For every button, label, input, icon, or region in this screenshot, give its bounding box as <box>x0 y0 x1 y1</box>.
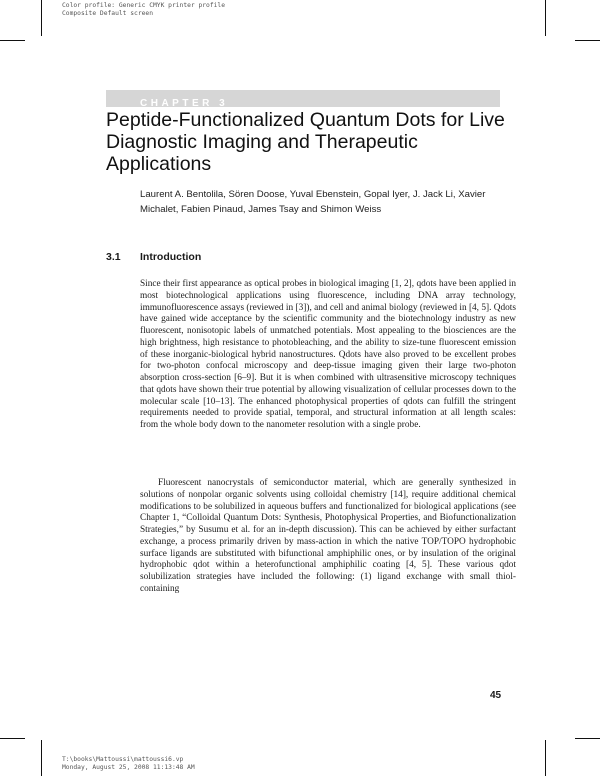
crop-mark <box>41 740 42 776</box>
author-list: Laurent A. Bentolila, Sören Doose, Yuval Ebenstein, Gopal Iyer, J. Jack Li, Xavier Michalet, Fabien Pinaud, James Tsay and Shimon Weiss <box>140 189 486 215</box>
section-number: 3.1 <box>106 251 121 263</box>
body-paragraph-2: Fluorescent nanocrystals of semiconductor material, which are generally synthesized in solutions of nonpolar organic solvents using colloidal chemistry [14], require additional chemical modifications to be solubilized in aqueous buffers and functionalized for biological applications (see Chapter 1, “Colloidal Quantum Dots: Synthesis, Photophysical Properties, and Biofunctionalization Strategies,” by Susumu et al. for an in-depth discussion). This can be achieved by either surfactant exchange, a process primarily driven by mass-action in which the native TOP/TOPO hydrophobic surface ligands are substituted with bifunctional amphiphilic ones, or by insulation of the original hydrophobic qdot within a heterofunctional amphiphilic coating [4, 5]. These various qdot solubilization strategies have included the following: (1) ligand exchange with small thiol-containing <box>140 478 516 594</box>
crop-mark <box>41 0 42 36</box>
body-paragraph-1: Since their first appearance as optical probes in biological imaging [1, 2], qdots have been applied in most biotechnological applications using fluorescence, including DNA array technology, immunofluorescence assays (reviewed in [3]), and cell and animal biology (reviewed in [4, 5]. Qdots have gained wide acceptance by the scientific community and the biotechnology industry as new fluorescent, nonisotopic labels of unmatched potentials. Most appealing to the biosciences are the high brightness, high resistance to photobleaching, and the ability to size-tune fluorescent emission of these inorganic-biological hybrid nanostructures. Qdots have also proved to be excellent probes for two-photon confocal microscopy and deep-tissue imaging given their large two-photon absorption cross-section [6–9]. But it is when combined with ultrasensitive microscopy techniques that qdots have shown their true potential by allowing visualization of cellular processes down to the molecular scale [10–13]. The enhanced photophysical properties of qdots can fulfill the stringent requirements needed to provide spatial, temporal, and structural information at all length scales: from the whole body down to the nanometer resolution with a single probe. <box>140 279 516 430</box>
crop-mark <box>575 40 600 41</box>
chapter-title: Peptide-Functionalized Quantum Dots for Live Diagnostic Imaging and Therapeutic Applications <box>106 109 505 175</box>
crop-mark <box>0 40 25 41</box>
print-header-line2: Composite Default screen <box>62 10 153 17</box>
print-header-line1: Color profile: Generic CMYK printer profile <box>62 2 226 9</box>
print-header <box>62 2 225 18</box>
print-footer <box>62 756 195 772</box>
print-footer-line2: Monday, August 25, 2008 11:13:48 AM <box>62 764 195 771</box>
crop-mark <box>0 738 25 739</box>
crop-mark <box>545 740 546 776</box>
print-footer-line1: T:\books\Mattoussi\mattoussi6.vp <box>62 756 184 763</box>
crop-mark <box>545 0 546 36</box>
page-number: 45 <box>490 690 502 701</box>
section-title: Introduction <box>140 251 202 263</box>
chapter-label: CHAPTER 3 <box>140 98 229 109</box>
crop-mark <box>575 738 600 739</box>
